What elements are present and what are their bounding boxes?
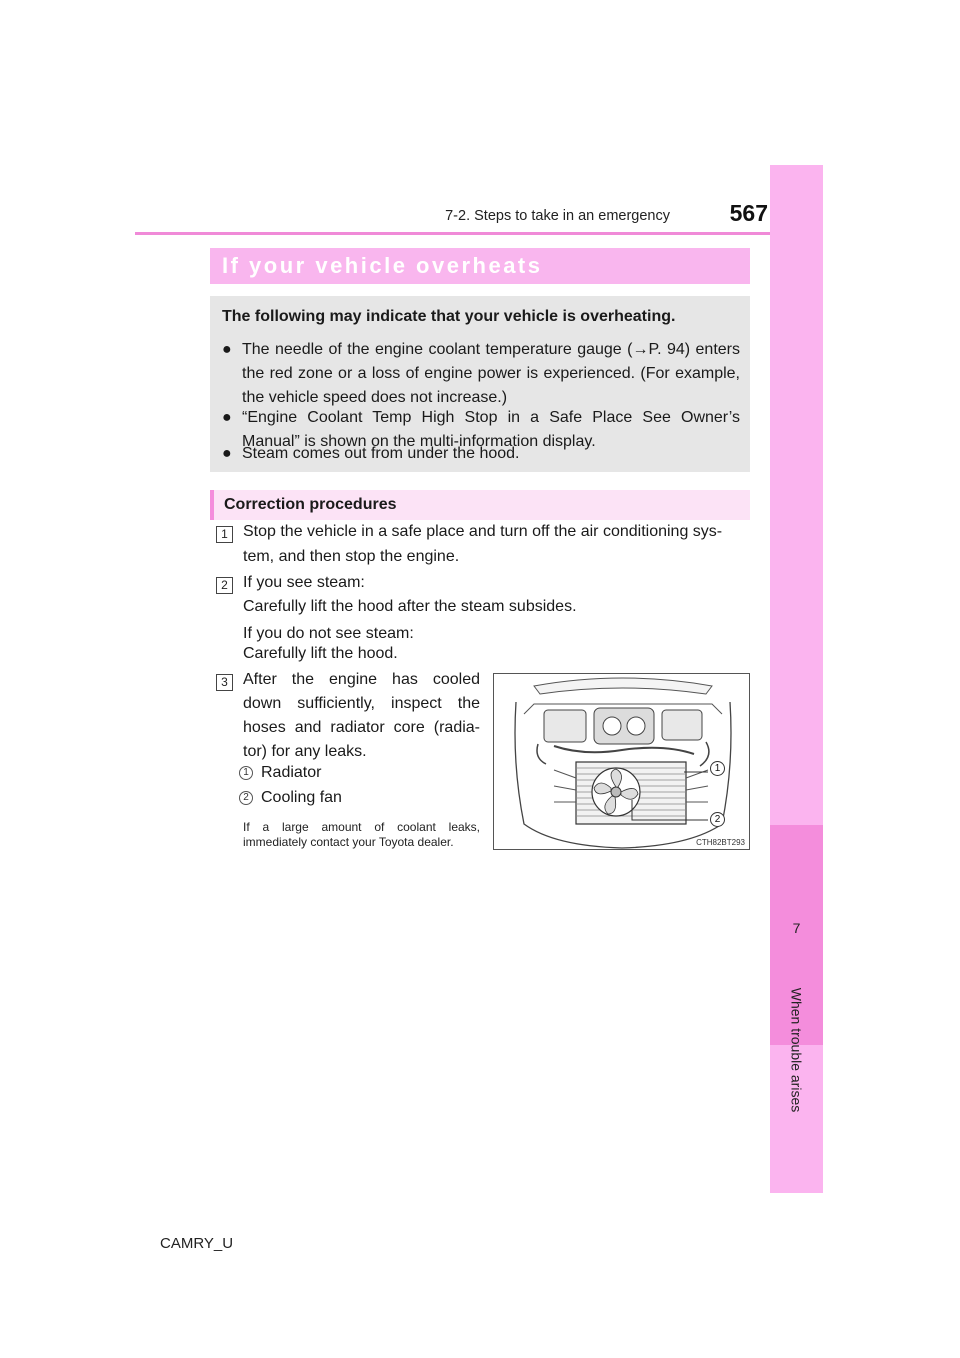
- legend-label-cooling-fan: Cooling fan: [261, 789, 342, 806]
- engine-bay-figure: [493, 673, 750, 850]
- step-2-condition-b: If you do not see steam:: [243, 625, 414, 642]
- step-3-text: After the engine has cooled down sufficiently, inspect the hoses and radiator core (radia-tor) for any leaks.: [243, 671, 480, 760]
- indicator-bullet: [222, 338, 740, 410]
- figure-callout-1: 1: [710, 761, 725, 776]
- header-section-title: 7-2. Steps to take in an emergency: [445, 208, 670, 224]
- indicator-bullet-text: The needle of the engine coolant temperature gauge (→P. 94) enters the red zone or a loss of engine power is experienced. (For example, the vehicle speed does not increase.): [242, 341, 740, 406]
- step-1-text-line-2: tem, and then stop the engine.: [243, 548, 460, 565]
- step-number-2: 2: [216, 577, 233, 594]
- indicator-bullet: [222, 442, 740, 466]
- subsection-heading: [210, 490, 750, 520]
- step-1-text-line-1: Stop the vehicle in a safe place and turn off the air conditioning sys-: [243, 523, 723, 540]
- figure-id: CTH82BT293: [696, 838, 745, 847]
- bullet-dot-icon: ●: [222, 409, 232, 426]
- step-number-3: 3: [216, 674, 233, 691]
- indicator-bullet-text: Steam comes out from under the hood.: [242, 445, 520, 462]
- legend-label-radiator: Radiator: [261, 764, 322, 781]
- legend-callout-2: 2: [239, 791, 253, 805]
- document-code: CAMRY_U: [160, 1235, 234, 1252]
- section-banner: [210, 248, 750, 284]
- indicator-bullet-text: “Engine Coolant Temp High Stop in a Safe Place See Owner’s Manual” is shown on the multi-information display.: [242, 409, 740, 450]
- coolant-leak-note: If a large amount of coolant leaks, immediately contact your Toyota dealer.: [243, 820, 480, 849]
- indicators-lead: The following may indicate that your vehicle is overheating.: [222, 308, 676, 325]
- bullet-dot-icon: ●: [222, 445, 232, 462]
- section-title: If your vehicle overheats: [222, 253, 543, 278]
- header-divider: [135, 232, 822, 235]
- chapter-title: [770, 945, 823, 1155]
- overheating-indicators-box: [210, 296, 750, 472]
- page-number: 567: [729, 200, 768, 226]
- subsection-title: Correction procedures: [224, 496, 397, 513]
- step-2-action-a: Carefully lift the hood after the steam subsides.: [243, 598, 577, 615]
- step-2-action-b: Carefully lift the hood.: [243, 645, 398, 662]
- figure-callout-2: 2: [710, 812, 725, 827]
- chapter-title-text: When trouble arises: [788, 987, 805, 1113]
- step-2-condition-a: If you see steam:: [243, 574, 365, 591]
- bullet-dot-icon: ●: [222, 341, 232, 358]
- step-number-1: 1: [216, 526, 233, 543]
- chapter-number: 7: [792, 920, 801, 936]
- legend-callout-1: 1: [239, 766, 253, 780]
